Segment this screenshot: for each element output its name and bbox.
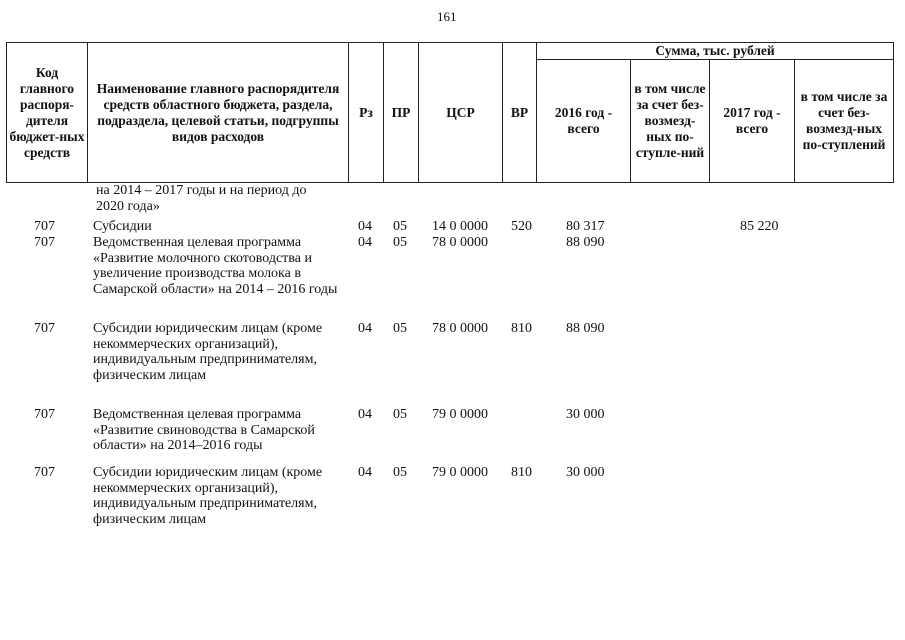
- header-rz: Рз: [349, 43, 384, 183]
- row-vr: 520: [511, 219, 532, 234]
- row-sum-2016: 88 090: [566, 321, 605, 336]
- header-pr: ПР: [384, 43, 419, 183]
- row-sum-2016: 80 317: [566, 219, 605, 234]
- header-sum-title: Сумма, тыс. рублей: [537, 43, 894, 60]
- row-name: Субсидии юридическим лицам (кроме некоммерческих организаций), индивидуальным предпринимателям, физическим лицам: [93, 321, 323, 383]
- row-csr: 79 0 0000: [432, 407, 488, 422]
- row-sum-2017: 85 220: [740, 219, 779, 234]
- header-vr: ВР: [503, 43, 537, 183]
- row-name: Субсидии: [93, 219, 152, 234]
- header-2017-free: в том числе за счет без-возмезд-ных по-ступлений: [795, 60, 894, 183]
- row-pr: 05: [393, 321, 407, 336]
- header-2016-total: 2016 год - всего: [537, 60, 631, 183]
- row-vr: 810: [511, 321, 532, 336]
- row-pr: 05: [393, 235, 407, 250]
- row-rz: 04: [358, 235, 372, 250]
- table-row: [6, 465, 893, 545]
- row-name: Ведомственная целевая программа «Развитие свиноводства в Самарской области» на 2014–2016 годы: [93, 407, 315, 454]
- row-name: на 2014 – 2017 годы и на период до 2020 года»: [96, 183, 307, 214]
- row-rz: 04: [358, 465, 372, 480]
- table-row: [6, 183, 893, 219]
- row-sum-2016: 30 000: [566, 465, 605, 480]
- row-code: 707: [34, 321, 55, 336]
- row-code: 707: [34, 407, 55, 422]
- table-row: [6, 407, 893, 465]
- row-csr: 78 0 0000: [432, 321, 488, 336]
- row-pr: 05: [393, 219, 407, 234]
- row-code: 707: [34, 465, 55, 480]
- table-row: [6, 235, 893, 321]
- table-row: [6, 321, 893, 407]
- row-pr: 05: [393, 465, 407, 480]
- table-row: [6, 219, 893, 235]
- row-code: 707: [34, 235, 55, 250]
- row-rz: 04: [358, 407, 372, 422]
- page-number: 161: [437, 9, 457, 24]
- row-csr: 79 0 0000: [432, 465, 488, 480]
- row-csr: 14 0 0000: [432, 219, 488, 234]
- header-name: Наименование главного распорядителя средств областного бюджета, раздела, подраздела, целевой статьи, подгруппы видов расходов: [88, 43, 349, 183]
- row-code: 707: [34, 219, 55, 234]
- header-2017-total: 2017 год - всего: [710, 60, 795, 183]
- row-sum-2016: 88 090: [566, 235, 605, 250]
- row-name: Субсидии юридическим лицам (кроме некоммерческих организаций), индивидуальным предпринимателям, физическим лицам: [93, 465, 323, 527]
- table-body: [6, 183, 893, 545]
- row-sum-2016: 30 000: [566, 407, 605, 422]
- row-name: Ведомственная целевая программа «Развитие молочного скотоводства и увеличение производства молока в Самарской области» на 2014 – 2016 годы: [93, 235, 338, 297]
- header-2016-free: в том числе за счет без-возмезд-ных по-ступле-ний: [631, 60, 710, 183]
- header-code: Код главного распоря-дителя бюджет-ных средств: [7, 43, 88, 183]
- row-pr: 05: [393, 407, 407, 422]
- row-rz: 04: [358, 219, 372, 234]
- table-header: [6, 42, 894, 183]
- header-csr: ЦСР: [419, 43, 503, 183]
- row-rz: 04: [358, 321, 372, 336]
- row-csr: 78 0 0000: [432, 235, 488, 250]
- row-vr: 810: [511, 465, 532, 480]
